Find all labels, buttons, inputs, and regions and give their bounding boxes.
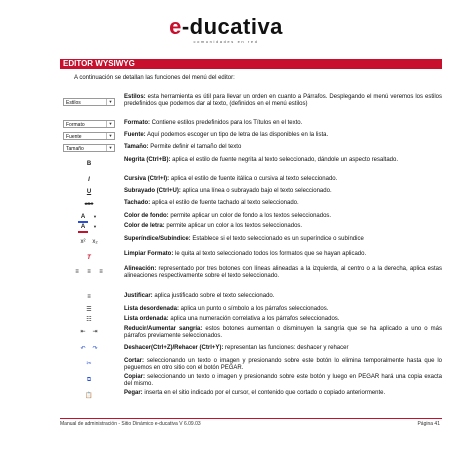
background-color-icon[interactable]: A [78,213,88,223]
justify-icon[interactable]: ≡ [87,294,91,300]
logo-tagline: comunidades en red [193,39,259,44]
undo-icon[interactable]: ↶ [80,346,86,352]
indent-icon[interactable]: ⇥ [92,329,98,335]
align-right-icon[interactable]: ≡ [99,269,103,275]
font-select[interactable]: Fuente ▼ [63,132,115,140]
strikethrough-icon[interactable]: ABC [84,201,94,206]
bold-icon[interactable]: B [86,161,92,167]
styles-select[interactable]: Estilos ▼ [63,98,115,106]
section-title: EDITOR WYSIWYG [60,59,442,69]
intro-text: A continuación se detallan las funciones del menú del editor: [74,75,235,81]
underline-icon[interactable]: U [86,189,92,195]
chevron-down-icon: ▼ [106,145,114,151]
footer-divider [60,418,442,419]
subscript-icon[interactable]: x₂ [92,239,98,245]
page-number: Página 41 [417,421,440,427]
chevron-down-icon: ▼ [106,133,114,139]
cut-icon[interactable]: ✂ [86,361,92,367]
paste-icon[interactable]: 📋 [85,393,93,399]
footer-text: Manual de administración - Sitio Dinámico e-ducativa V 6.09.03 [60,421,201,427]
bulleted-list-icon[interactable]: ☰ [86,307,92,313]
logo-wordmark: e-ducativa [169,14,283,39]
size-select[interactable]: Tamaño ▼ [63,144,115,152]
clear-format-icon[interactable]: T [87,255,91,261]
format-select[interactable]: Formato ▼ [63,120,115,128]
outdent-icon[interactable]: ⇤ [80,329,86,335]
logo-e-letter: e [169,14,182,39]
copy-icon[interactable]: ⧉ [86,377,92,383]
chevron-down-icon: ▼ [106,99,114,105]
numbered-list-icon[interactable]: ☷ [86,317,92,323]
brand-logo [0,16,452,44]
italic-icon[interactable]: I [88,177,90,183]
redo-icon[interactable]: ↷ [92,346,98,352]
align-left-icon[interactable]: ≡ [75,269,79,275]
chevron-down-icon[interactable]: ▼ [93,214,97,219]
align-center-icon[interactable]: ≡ [87,269,91,275]
chevron-down-icon: ▼ [106,121,114,127]
superscript-icon[interactable]: x² [80,239,86,245]
chevron-down-icon[interactable]: ▼ [93,224,97,229]
text-color-icon[interactable]: A [78,223,88,233]
